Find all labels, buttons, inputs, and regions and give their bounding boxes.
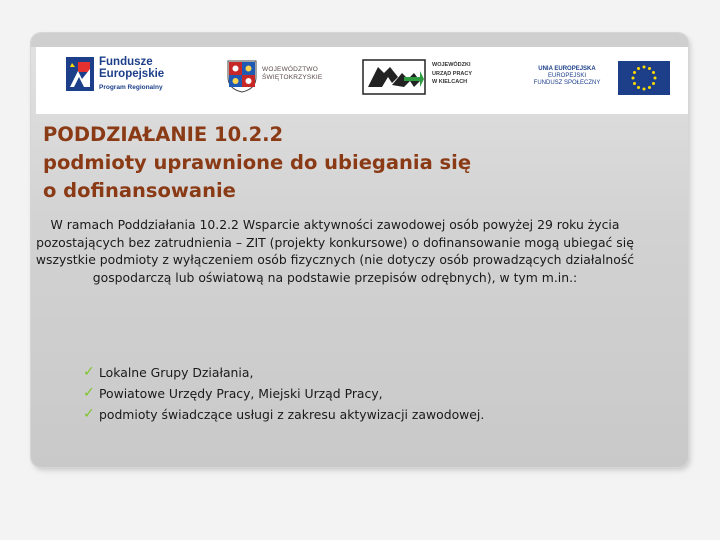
wup-line1: WOJEWÓDZKI	[432, 62, 471, 68]
fe-line2: Europejskie	[99, 68, 165, 80]
ue-text	[520, 66, 614, 87]
coat-of-arms-icon	[226, 59, 258, 93]
check-mark-icon: ✓	[83, 364, 95, 380]
ws-line1: WOJEWÓDZTWO	[262, 66, 318, 73]
list-item-text: Lokalne Grupy Działania,	[99, 365, 254, 380]
fe-line1: Fundusze	[99, 56, 153, 68]
wup-logo	[362, 47, 502, 114]
ue-line1: UNIA EUROPEJSKA	[538, 66, 596, 72]
wup-arrows-icon	[362, 59, 426, 95]
list-item	[83, 404, 484, 425]
wojewodztwo-text	[262, 66, 322, 81]
fe-line3: Program Regionalny	[99, 84, 163, 91]
slide-top-strip	[31, 33, 688, 47]
list-item	[83, 383, 484, 404]
title-line-1: PODDZIAŁANIE 10.2.2	[43, 123, 284, 146]
fundusze-europejskie-icon	[66, 57, 94, 91]
list-item-text: podmioty świadczące usługi z zakresu aktywizacji zawodowej.	[99, 407, 485, 422]
title-line-3: o dofinansowanie	[43, 179, 236, 202]
wup-text	[432, 61, 472, 87]
list-item-text: Powiatowe Urzędy Pracy, Miejski Urząd Pracy,	[99, 386, 383, 401]
wojewodztwo-logo	[226, 47, 346, 114]
ws-line2: ŚWIĘTOKRZYSKIE	[262, 73, 323, 81]
ue-line3: FUNDUSZ SPOŁECZNY	[533, 80, 601, 86]
check-mark-icon: ✓	[83, 385, 95, 401]
fundusze-europejskie-logo	[66, 47, 226, 114]
check-mark-icon: ✓	[83, 406, 95, 422]
eligible-entities-list	[83, 362, 484, 425]
slide-title	[43, 121, 663, 205]
logo-bar	[36, 47, 688, 114]
fundusze-europejskie-text	[99, 56, 164, 91]
title-line-2: podmioty uprawnione do ubiegania się	[43, 151, 472, 174]
wup-line3: W KIELCACH	[432, 79, 468, 85]
wup-line2: URZĄD PRACY	[432, 70, 473, 77]
unia-europejska-logo	[520, 47, 670, 114]
ue-line2: EUROPEJSKI	[547, 73, 586, 79]
intro-paragraph: W ramach Poddziałania 10.2.2 Wsparcie aktywności zawodowej osób powyżej 29 roku życia pozostających bez zatrudnienia – ZIT (projekty konkursowe) o dofinansowanie mogą ubiegać się wszystkie podmioty z wyłączeniem osób fizycznych (nie dotyczy osób prowadzących działalność gospodarczą lub oświatową na podstawie przepisów odrębnych), w tym m.in.:	[35, 217, 635, 286]
list-item	[83, 362, 484, 383]
eu-flag-icon	[618, 61, 670, 95]
